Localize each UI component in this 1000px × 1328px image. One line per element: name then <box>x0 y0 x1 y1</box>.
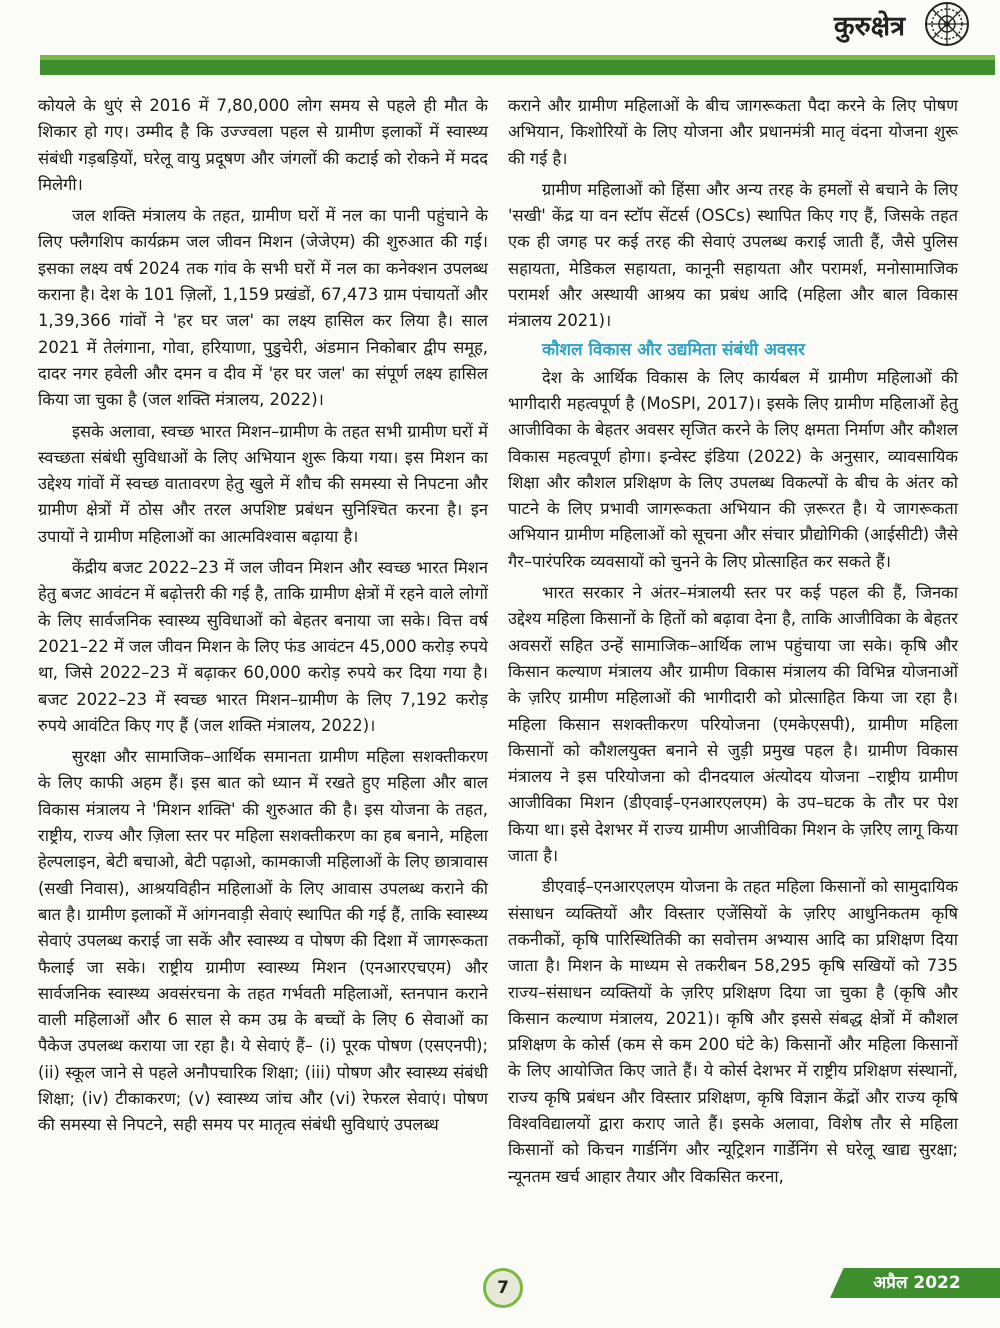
paragraph: भारत सरकार ने अंतर–मंत्रालयी स्तर पर कई पहल की हैं, जिनका उद्देश्य महिला किसानों के हितों को बढ़ावा देना है, ताकि आजीविका के बेहतर अवसरों सहित उन्हें सामाजिक–आर्थिक लाभ पहुंचाया जा सके। कृषि और किसान कल्याण मंत्रालय और ग्रामीण विकास मंत्रालय की विभिन्न योजनाओं के ज़रिए ग्रामीण महिलाओं की भागीदारी को प्रोत्साहित किया जा रहा है। महिला किसान सशक्तीकरण परियोजना (एमकेएसपी), ग्रामीण महिला किसानों को कौशलयुक्त बनाने से जुड़ी प्रमुख पहल है। ग्रामीण विकास मंत्रालय ने इस परियोजना को दीनदयाल अंत्योदय योजना –राष्ट्रीय ग्रामीण आजीविका मिशन (डीएवाई–एनआरएलएम) के उप–घटक के तौर पर पेश किया था। इसे देशभर में राज्य ग्रामीण आजीविका मिशन के ज़रिए लागू किया जाता है। <box>508 583 958 866</box>
header-bar <box>40 55 995 75</box>
paragraph: ग्रामीण महिलाओं को हिंसा और अन्य तरह के हमलों से बचाने के लिए 'सखी' केंद्र या वन स्टॉप सेंटर्स (OSCs) स्थापित किए गए हैं, जिसके तहत एक ही जगह पर कई तरह की सेवाएं उपलब्ध कराई जाती हैं, जैसे पुलिस सहायता, मेडिकल सहायता, कानूनी सहायता और परामर्श, मनोसामाजिक परामर्श और अस्थायी आश्रय का प्रबंध आदि (महिला और बाल विकास मंत्रालय 2021)। <box>508 179 958 331</box>
paragraph: जल शक्ति मंत्रालय के तहत, ग्रामीण घरों में नल का पानी पहुंचाने के लिए फ्लैगशिप कार्यक्रम जल जीवन मिशन (जेजेएम) की शुरुआत की गई। इसका लक्ष्य वर्ष 2024 तक गांव के सभी घरों में नल का कनेक्शन उपलब्ध कराना है। देश के 101 ज़िलों, 1,159 प्रखंडों, 67,473 ग्राम पंचायतों और 1,39,366 गांवों ने 'हर घर जल' का लक्ष्य हासिल कर लिया है। साल 2021 में तेलंगाना, गोवा, हरियाणा, पुडुचेरी, अंडमान निकोबार द्वीप समूह, दादर नगर हवेली और दमन व दीव में 'हर घर जल' का संपूर्ण लक्ष्य हासिल किया जा चुका है (जल शक्ति मंत्रालय, 2022)। <box>38 206 488 410</box>
paragraph: सुरक्षा और सामाजिक–आर्थिक समानता ग्रामीण महिला सशक्तीकरण के लिए काफी अहम हैं। इस बात को ध्यान में रखते हुए महिला और बाल विकास मंत्रालय ने 'मिशन शक्ति' की शुरुआत की है। इस योजना के तहत, राष्ट्रीय, राज्य और ज़िला स्तर पर महिला सशक्तीकरण का हब बनाने, महिला हेल्पलाइन, बेटी बचाओ, बेटी पढ़ाओ, कामकाजी महिलाओं के लिए छात्रावास (सखी निवास), आश्रयविहीन महिलाओं के लिए आवास उपलब्ध कराने की बात है। ग्रामीण इलाकों में आंगनवाड़ी सेवाएं स्थापित की गई हैं, ताकि स्वास्थ्य सेवाएं उपलब्ध कराई जा सकें और स्वास्थ्य व पोषण की दिशा में जागरूकता फैलाई जा सके। राष्ट्रीय ग्रामीण स्वास्थ्य मिशन (एनआरएचएम) और सार्वजनिक स्वास्थ्य अवसंरचना के तहत गर्भवती महिलाओं, स्तनपान कराने वाली महिलाओं और 6 साल से कम उम्र के बच्चों के लिए 6 सेवाओं का पैकेज उपलब्ध कराया जा रहा है। ये सेवाएं हैं– (i) पूरक पोषण (एसएनपी); (ii) स्कूल जाने से पहले अनौपचारिक शिक्षा; (iii) पोषण और स्वास्थ्य संबंधी शिक्षा; (iv) टीकाकरण; (v) स्वास्थ्य जांच और (vi) रेफरल सेवाएं। पोषण की समस्या से निपटने, सही समय पर मातृत्व संबंधी सुविधाएं उपलब्ध <box>38 747 488 1135</box>
chakra-emblem-icon <box>924 1 970 47</box>
paragraph: कोयले के धुएं से 2016 में 7,80,000 लोग समय से पहले ही मौत के शिकार हो गए। उम्मीद है कि उज्ज्वला पहल से ग्रामीण इलाकों में स्वास्थ्य संबंधी गड़बड़ियों, घरेलू वायु प्रदूषण और जंगलों की कटाई को रोकने में मदद मिलेगी। <box>38 96 488 194</box>
paragraph: कराने और ग्रामीण महिलाओं के बीच जागरूकता पैदा करने के लिए पोषण अभियान, किशोरियों के लिए योजना और प्रधानमंत्री मातृ वंदना योजना शुरू की गई है। <box>508 96 958 168</box>
magazine-title: कुरुक्षेत्र <box>833 11 905 42</box>
issue-date: अप्रैल 2022 <box>873 1273 961 1293</box>
page-number: 7 <box>483 1268 523 1308</box>
paragraph: इसके अलावा, स्वच्छ भारत मिशन–ग्रामीण के तहत सभी ग्रामीण घरों में स्वच्छता संबंधी सुविधाओं के लिए अभियान शुरू किया गया। इस मिशन का उद्देश्य गांवों में स्वच्छ वातावरण हेतु खुले में शौच की समस्या से निपटना और ग्रामीण क्षेत्रों में ठोस और तरल अपशिष्ट प्रबंधन सुनिश्चित करना है। इन उपायों ने ग्रामीण महिलाओं का आत्मविश्वास बढ़ाया है। <box>38 421 488 546</box>
paragraph: डीएवाई–एनआरएलएम योजना के तहत महिला किसानों को सामुदायिक संसाधन व्यक्तियों और विस्तार एजेंसियों के ज़रिए आधुनिकतम कृषि तकनीकों, कृषि पारिस्थितिकी का सवोत्तम अभ्यास आदि का प्रशिक्षण दिया जाता है। मिशन के माध्यम से तकरीबन 58,295 कृषि सखियों को 735 राज्य–संसाधन व्यक्तियों के ज़रिए प्रशिक्षण दिया जा चुका है (कृषि और किसान कल्याण मंत्रालय, 2021)। कृषि और इससे संबद्ध क्षेत्रों में कौशल प्रशिक्षण के कोर्स (कम से कम 200 घंटे के) किसानों और महिला किसानों के लिए आयोजित किए जाते हैं। ये कोर्स देशभर में राष्ट्रीय प्रशिक्षण संस्थानों, राज्य कृषि प्रबंधन और विस्तार प्रशिक्षण, कृषि विज्ञान केंद्रों और राज्य कृषि विश्वविद्यालयों द्वारा कराए जाते हैं। इसके अलावा, विशेष तौर से महिला किसानों को किचन गार्डनिंग और न्यूट्रिशन गार्डेनिंग से घरेलू खाद्य सुरक्षा; न्यूनतम खर्च आहार तैयार और विकसित करना, <box>508 877 958 1186</box>
paragraph: केंद्रीय बजट 2022–23 में जल जीवन मिशन और स्वच्छ भारत मिशन हेतु बजट आवंटन में बढ़ोत्तरी की गई है, ताकि ग्रामीण क्षेत्रों में रहने वाले लोगों के लिए सार्वजनिक स्वास्थ्य सुविधाओं को बेहतर बनाया जा सके। वित्त वर्ष 2021–22 में जल जीवन मिशन के लिए फंड आवंटन 45,000 करोड़ रुपये था, जिसे 2022–23 में बढ़ाकर 60,000 करोड़ रुपये कर दिया गया है। बजट 2022–23 में स्वच्छ भारत मिशन–ग्रामीण के लिए 7,192 करोड़ रुपये आवंटित किए गए हैं (जल शक्ति मंत्रालय, 2022)। <box>38 558 488 735</box>
right-column <box>508 93 958 1190</box>
paragraph: देश के आर्थिक विकास के लिए कार्यबल में ग्रामीण महिलाओं की भागीदारी महत्वपूर्ण है (MoSPI, 2017)। इसके लिए ग्रामीण महिलाओं हेतु आजीविका के बेहतर अवसर सृजित करने के लिए क्षमता निर्माण और कौशल विकास महत्वपूर्ण होगा। इन्वेस्ट इंडिया (2022) के अनुसार, व्यावसायिक शिक्षा और कौशल प्रशिक्षण के लिए उपलब्ध विकल्पों के बीच के अंतर को पाटने के लिए प्रभावी जागरूकता अभियान की ज़रूरत है। ये जागरूकता अभियान ग्रामीण महिलाओं को सूचना और संचार प्रौद्योगिकी (आईसीटी) जैसे गैर–पारंपरिक व्यवसायों को चुनने के लिए प्रोत्साहित कर सकते हैं। <box>508 367 958 571</box>
right-column-intro <box>508 93 958 335</box>
left-column <box>38 93 488 1139</box>
right-column-body <box>508 365 958 1190</box>
section-heading: कौशल विकास और उद्यमिता संबंधी अवसर <box>542 339 805 360</box>
